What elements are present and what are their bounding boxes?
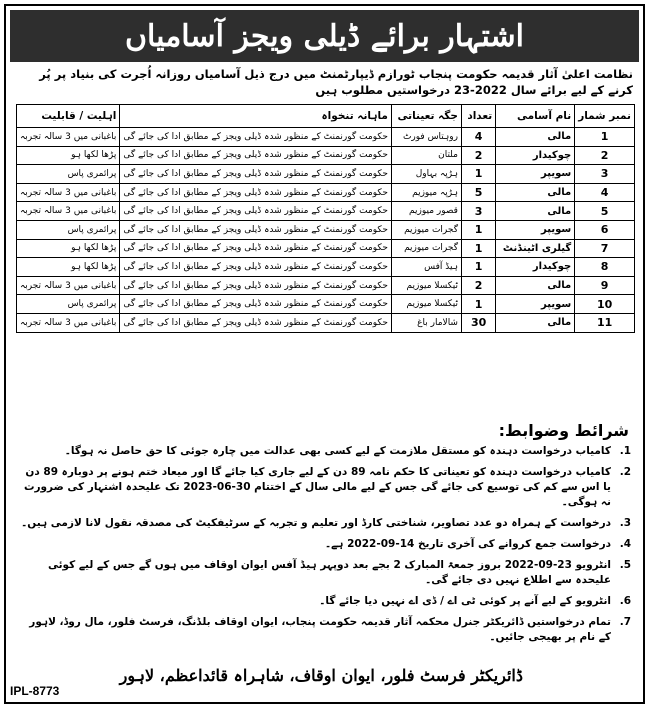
cell-serial: 11 — [575, 313, 635, 332]
cell-qualification: باغبانی میں 3 سالہ تجربہ — [17, 128, 120, 147]
cell-pay: حکومت گورنمنٹ کے منظور شدہ ڈیلی ویجز کے مطابق ادا کی جائے گی — [120, 313, 392, 332]
title-banner — [10, 10, 639, 62]
cell-post: چوکیدار — [496, 258, 575, 277]
ipl-number: IPL-8773 — [10, 684, 60, 698]
cell-qualification: پڑھا لکھا ہو — [17, 258, 120, 277]
cell-qualification: باغبانی میں 3 سالہ تجربہ — [17, 276, 120, 295]
cell-place: ہیڈ آفس — [391, 258, 461, 277]
cell-serial: 7 — [575, 239, 635, 258]
cell-qualification: پرائمری پاس — [17, 220, 120, 239]
cell-serial: 10 — [575, 295, 635, 314]
table-row — [17, 165, 635, 184]
cell-qty: 1 — [461, 239, 495, 258]
cell-pay: حکومت گورنمنٹ کے منظور شدہ ڈیلی ویجز کے مطابق ادا کی جائے گی — [120, 183, 392, 202]
table-row — [17, 313, 635, 332]
ad-title: اشتہار برائے ڈیلی ویجز آسامیاں — [125, 18, 524, 54]
header-place: جگہ تعیناتی — [391, 105, 461, 128]
cell-place: گجرات میوزیم — [391, 239, 461, 258]
cell-pay: حکومت گورنمنٹ کے منظور شدہ ڈیلی ویجز کے مطابق ادا کی جائے گی — [120, 258, 392, 277]
cell-place: گجرات میوزیم — [391, 220, 461, 239]
intro-text: نظامت اعلیٰ آثار قدیمہ حکومت پنجاب ٹورازم ڈیپارٹمنٹ میں درج ذیل آسامیاں روزانہ اُجرت کی بنیاد پر پُر کرنے کے لیے برائے سال 2022-23 درخواستیں مطلوب ہیں — [39, 67, 633, 97]
cell-post: مالی — [496, 313, 575, 332]
cell-place: ٹیکسلا میوزیم — [391, 295, 461, 314]
cell-pay: حکومت گورنمنٹ کے منظور شدہ ڈیلی ویجز کے مطابق ادا کی جائے گی — [120, 146, 392, 165]
cell-pay: حکومت گورنمنٹ کے منظور شدہ ڈیلی ویجز کے مطابق ادا کی جائے گی — [120, 165, 392, 184]
condition-item — [18, 615, 631, 645]
cell-place: ملتان — [391, 146, 461, 165]
cell-qualification: باغبانی میں 3 سالہ تجربہ — [17, 183, 120, 202]
condition-item — [18, 444, 631, 459]
cell-post: گیلری اٹینڈنٹ — [496, 239, 575, 258]
table-row — [17, 295, 635, 314]
cell-place: ٹیکسلا میوزیم — [391, 276, 461, 295]
cell-qty: 1 — [461, 220, 495, 239]
table-row — [17, 239, 635, 258]
condition-number: 4. — [619, 538, 631, 550]
cell-serial: 9 — [575, 276, 635, 295]
table-row — [17, 128, 635, 147]
cell-qty: 30 — [461, 313, 495, 332]
cell-place: قصور میوزیم — [391, 202, 461, 221]
cell-serial: 8 — [575, 258, 635, 277]
table-row — [17, 220, 635, 239]
cell-qty: 2 — [461, 276, 495, 295]
cell-pay: حکومت گورنمنٹ کے منظور شدہ ڈیلی ویجز کے مطابق ادا کی جائے گی — [120, 295, 392, 314]
condition-text: کامیاب درخواست دہندہ کو مستقل ملازمت کے لیے کسی بھی عدالت میں چارہ جوئی کا حق حاصل نہ ہوگا۔ — [64, 445, 611, 457]
header-post: نام آسامی — [496, 105, 575, 128]
condition-number: 3. — [619, 517, 631, 529]
cell-serial: 4 — [575, 183, 635, 202]
condition-number: 5. — [619, 559, 631, 571]
cell-post: مالی — [496, 202, 575, 221]
condition-text: درخواست کے ہمراہ دو عدد تصاویر، شناختی کارڈ اور تعلیم و تجربہ کے سرٹیفکیٹ کی مصدقہ نقول لانا لازمی ہیں۔ — [21, 517, 611, 529]
cell-qty: 3 — [461, 202, 495, 221]
cell-pay: حکومت گورنمنٹ کے منظور شدہ ڈیلی ویجز کے مطابق ادا کی جائے گی — [120, 128, 392, 147]
cell-post: سویپر — [496, 220, 575, 239]
cell-post: چوکیدار — [496, 146, 575, 165]
cell-serial: 6 — [575, 220, 635, 239]
condition-item — [18, 516, 631, 531]
cell-pay: حکومت گورنمنٹ کے منظور شدہ ڈیلی ویجز کے مطابق ادا کی جائے گی — [120, 202, 392, 221]
cell-place: شالامار باغ — [391, 313, 461, 332]
cell-pay: حکومت گورنمنٹ کے منظور شدہ ڈیلی ویجز کے مطابق ادا کی جائے گی — [120, 220, 392, 239]
cell-qty: 1 — [461, 258, 495, 277]
cell-qualification: پڑھا لکھا ہو — [17, 239, 120, 258]
cell-qualification: پڑھا لکھا ہو — [17, 146, 120, 165]
cell-serial: 5 — [575, 202, 635, 221]
header-qty: تعداد — [461, 105, 495, 128]
condition-item — [18, 594, 631, 609]
cell-qty: 5 — [461, 183, 495, 202]
cell-qualification: پرائمری پاس — [17, 165, 120, 184]
cell-pay: حکومت گورنمنٹ کے منظور شدہ ڈیلی ویجز کے مطابق ادا کی جائے گی — [120, 276, 392, 295]
cell-serial: 3 — [575, 165, 635, 184]
cell-post: سویپر — [496, 295, 575, 314]
table-row — [17, 202, 635, 221]
table-row — [17, 258, 635, 277]
table-row — [17, 276, 635, 295]
conditions-list — [18, 444, 631, 651]
cell-post: مالی — [496, 128, 575, 147]
condition-number: 1. — [619, 445, 631, 457]
cell-qty: 1 — [461, 295, 495, 314]
cell-qualification: باغبانی میں 3 سالہ تجربہ — [17, 313, 120, 332]
cell-post: سویپر — [496, 165, 575, 184]
condition-item — [18, 537, 631, 552]
table-row — [17, 183, 635, 202]
cell-post: مالی — [496, 276, 575, 295]
signature: ڈائریکٹر فرسٹ فلور، ایوان اوقاف، شاہراہ قائداعظم، لاہور — [119, 666, 523, 685]
condition-number: 7. — [619, 616, 631, 628]
cell-pay: حکومت گورنمنٹ کے منظور شدہ ڈیلی ویجز کے مطابق ادا کی جائے گی — [120, 239, 392, 258]
cell-qty: 4 — [461, 128, 495, 147]
condition-text: تمام درخواستیں ڈائریکٹر جنرل محکمہ آثار قدیمہ حکومت پنجاب، ایوان اوقاف بلڈنگ، فرسٹ فلور، مال روڈ، لاہور کے نام پر بھیجی جائیں۔ — [29, 616, 611, 643]
cell-post: مالی — [496, 183, 575, 202]
header-qualification: اہلیت / قابلیت — [17, 105, 120, 128]
condition-text: کامیاب درخواست دہندہ کو تعیناتی کا حکم نامہ 89 دن کے لیے جاری کیا جائے گا اور میعاد ختم ہونے پر دوبارہ 89 دن یا اس سے کم کی توسیع کی جائے گی جس کے لیے مالی سال کے اختتام 30-06-2023 تک علیحدہ اشتہار کی ضرورت نہ ہوگی۔ — [23, 466, 611, 508]
cell-place: روہتاس فورٹ — [391, 128, 461, 147]
cell-qualification: پرائمری پاس — [17, 295, 120, 314]
condition-text: درخواست جمع کروانے کی آخری تاریخ 14-09-2022 ہے۔ — [324, 538, 611, 550]
cell-qualification: باغبانی میں 3 سالہ تجربہ — [17, 202, 120, 221]
vacancies-table — [16, 104, 635, 333]
table-row — [17, 146, 635, 165]
header-pay: ماہانہ تنخواہ — [120, 105, 392, 128]
advertisement-page — [4, 4, 645, 704]
cell-place: ہڑپہ بہاول — [391, 165, 461, 184]
cell-serial: 2 — [575, 146, 635, 165]
table-header-row — [17, 105, 635, 128]
condition-text: انٹرویو کے لیے آنے پر کوئی ٹی اے / ڈی اے نہیں دیا جائے گا۔ — [319, 595, 611, 607]
condition-item — [18, 558, 631, 588]
condition-text: انٹرویو 23-09-2022 بروز جمعۃ المبارک 2 بجے بعد دوپہر ہیڈ آفس ایوان اوقاف میں ہوں گے جس کے لیے کوئی علیحدہ سے اطلاع نہیں دی جائے گی۔ — [47, 559, 611, 586]
cell-place: ہڑپہ میوزیم — [391, 183, 461, 202]
cell-qty: 2 — [461, 146, 495, 165]
conditions-title: شرائط وضوابط: — [498, 421, 629, 440]
condition-number: 2. — [619, 466, 631, 478]
cell-serial: 1 — [575, 128, 635, 147]
condition-number: 6. — [619, 595, 631, 607]
header-serial: نمبر شمار — [575, 105, 635, 128]
cell-qty: 1 — [461, 165, 495, 184]
condition-item — [18, 465, 631, 510]
